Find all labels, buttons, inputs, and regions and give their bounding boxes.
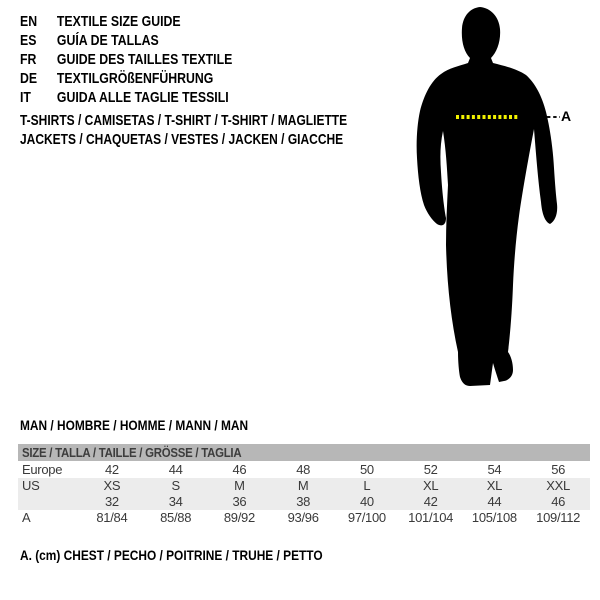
size-cell: M bbox=[297, 478, 309, 493]
row-label: A bbox=[22, 510, 31, 525]
language-code: IT bbox=[20, 89, 31, 106]
man-silhouette-icon bbox=[417, 7, 558, 386]
size-cell: M bbox=[234, 478, 245, 493]
size-cell: 48 bbox=[296, 462, 311, 477]
table-row bbox=[18, 462, 590, 479]
size-cell: 42 bbox=[423, 494, 438, 509]
size-cell: 50 bbox=[359, 462, 374, 477]
table-row bbox=[18, 478, 590, 494]
size-cell: 44 bbox=[168, 462, 183, 477]
language-code: DE bbox=[20, 70, 38, 87]
size-cell: 46 bbox=[551, 494, 566, 509]
size-cell: XXL bbox=[546, 478, 570, 493]
size-cell: 32 bbox=[104, 494, 119, 509]
size-cell: 54 bbox=[487, 462, 502, 477]
row-label: Europe bbox=[22, 462, 63, 477]
language-label: TEXTILE SIZE GUIDE bbox=[56, 13, 181, 30]
size-cell: 85/88 bbox=[160, 510, 192, 525]
size-cell: 97/100 bbox=[347, 510, 386, 525]
size-table-header bbox=[18, 444, 590, 462]
language-label: GUIDA ALLE TAGLIE TESSILI bbox=[56, 89, 229, 106]
size-table-header-text: SIZE / TALLA / TAILLE / GRÖSSE / TAGLIA bbox=[22, 445, 242, 460]
size-cell: L bbox=[363, 478, 371, 493]
language-code: FR bbox=[20, 51, 37, 68]
table-row bbox=[18, 510, 590, 526]
size-cell: 93/96 bbox=[287, 510, 319, 525]
row-label: US bbox=[22, 478, 40, 493]
size-cell: 101/104 bbox=[408, 510, 454, 525]
size-cell: 34 bbox=[168, 494, 183, 509]
size-table-header-row bbox=[18, 444, 590, 462]
size-cell: 40 bbox=[359, 494, 374, 509]
size-cell: 42 bbox=[104, 462, 119, 477]
size-cell: 105/108 bbox=[471, 510, 517, 525]
language-code: ES bbox=[20, 32, 37, 49]
size-cell: 44 bbox=[487, 494, 502, 509]
category-line-jackets: JACKETS / CHAQUETAS / VESTES / JACKEN / GIACCHE bbox=[20, 131, 344, 148]
size-cell: 89/92 bbox=[223, 510, 255, 525]
size-cell: XL bbox=[486, 478, 503, 493]
size-cell: XL bbox=[422, 478, 439, 493]
size-cell: XS bbox=[103, 478, 121, 493]
size-cell: 36 bbox=[232, 494, 247, 509]
row-label bbox=[18, 494, 80, 510]
size-cell: S bbox=[171, 478, 180, 493]
size-table-body bbox=[18, 462, 590, 527]
size-cell: 38 bbox=[296, 494, 311, 509]
size-cell: 52 bbox=[423, 462, 438, 477]
footnote: A. (cm) CHEST / PECHO / POITRINE / TRUHE / PETTO bbox=[20, 547, 323, 563]
size-table bbox=[18, 444, 590, 526]
size-cell: 109/112 bbox=[536, 510, 581, 525]
language-label: GUÍA DE TALLAS bbox=[56, 32, 159, 49]
section-title: MAN / HOMBRE / HOMME / MANN / MAN bbox=[20, 417, 249, 433]
size-cell: 56 bbox=[551, 462, 566, 477]
size-cell: 81/84 bbox=[96, 510, 128, 525]
size-cell: 46 bbox=[232, 462, 247, 477]
category-line-tshirts: T-SHIRTS / CAMISETAS / T-SHIRT / T-SHIRT / MAGLIETTE bbox=[20, 112, 348, 129]
measure-label-a: A bbox=[561, 108, 572, 124]
language-label: TEXTILGRÖßENFÜHRUNG bbox=[56, 70, 214, 87]
table-row bbox=[18, 494, 590, 510]
language-code: EN bbox=[20, 13, 38, 30]
language-label: GUIDE DES TAILLES TEXTILE bbox=[56, 51, 233, 68]
